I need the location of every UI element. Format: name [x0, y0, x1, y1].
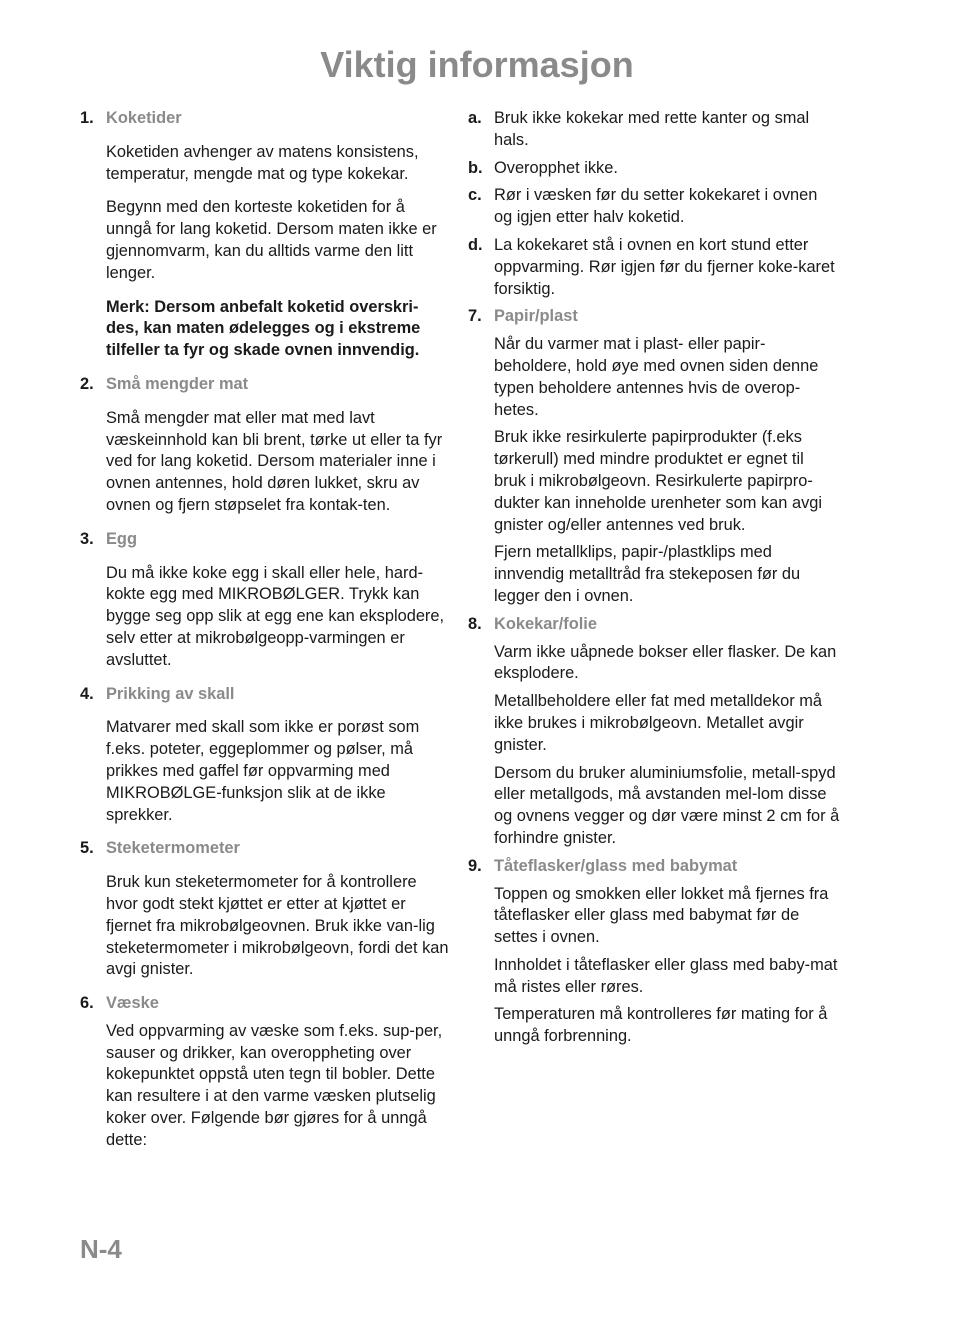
section-number: 1.	[80, 109, 94, 127]
section-number: 4.	[80, 684, 94, 703]
section-heading: Kokekar/folie	[494, 614, 597, 633]
item-text: La kokekaret stå i ovnen en kort stund etter oppvarming. Rør igjen før du fjerner koke-karet forsiktig.	[494, 235, 835, 298]
section-heading: Tåteflasker/glass med babymat	[494, 856, 738, 875]
section-egg	[80, 529, 450, 672]
section-number: 2.	[80, 374, 94, 393]
list-item	[468, 235, 840, 300]
paragraph: Bruk kun steketermometer for å kontrollere hvor godt stekt kjøttet er etter at kjøttet er fjernet fra mikrobølgeovnen. Bruk ikke van-lig steketermometer i mikrobølgeovn, fordi det kan avgi gnister.	[106, 873, 449, 979]
page-number: N-4	[80, 1234, 122, 1264]
section-heading: Væske	[106, 994, 159, 1013]
section-number: 8.	[468, 614, 482, 633]
section-number: 9.	[468, 856, 482, 875]
paragraph: Fjern metallklips, papir-/plastklips med innvendig metalltråd fra stekeposen før du legger den i ovnen.	[494, 543, 801, 605]
section-kokekar-folie	[468, 614, 840, 850]
paragraph: Koketiden avhenger av matens konsistens, temperatur, mengde mat og type kokekar.	[106, 142, 419, 183]
paragraph: Når du varmer mat i plast- eller papir-beholdere, hold øye med ovnen siden denne typen beholdere antennes hvis de overop-hetes.	[494, 335, 819, 419]
section-prikking-av-skall	[80, 684, 450, 827]
section-sma-mengder-mat	[80, 374, 450, 517]
item-text: Bruk ikke kokekar med rette kanter og smal hals.	[494, 109, 810, 149]
paragraph: Dersom du bruker aluminiumsfolie, metall-spyd eller metallgods, må avstanden mel-lom disse og ovnens vegger og dør være minst 2 cm for å forhindre gnister.	[494, 763, 840, 847]
section-number: 6.	[80, 994, 94, 1013]
section-heading: Koketider	[106, 109, 182, 127]
paragraph: Ved oppvarming av væske som f.eks. sup-per, sauser og drikker, kan overoppheting over kokepunktet oppstå uten tegn til bobler. Dette kan resultere i at den varme væsken plutselig koker over. Følgende bør gjøres for å unngå dette:	[106, 1021, 443, 1149]
item-text: Overopphet ikke.	[494, 158, 618, 177]
section-steketermometer	[80, 838, 450, 981]
section-heading: Steketermometer	[106, 839, 240, 858]
paragraph: Bruk ikke resirkulerte papirprodukter (f.eks tørkerull) med mindre produktet er egnet til bruk i mikrobølgeovn. Resirkulerte papirpro-dukter kan inneholde urenheter som kan avgi gnister og/eller antennes ved bruk.	[494, 428, 823, 534]
section-tateflasker	[468, 856, 840, 1048]
section-vaeske	[80, 993, 450, 1152]
paragraph: Innholdet i tåteflasker eller glass med baby-mat må ristes eller røres.	[494, 955, 838, 996]
warning-note: Merk: Dersom anbefalt koketid overskri-des, kan maten ødelegges og i ekstreme tilfeller ta fyr og skade ovnen innvendig.	[106, 297, 421, 360]
paragraph: Metallbeholdere eller fat med metalldekor må ikke brukes i mikrobølgeovn. Metallet avgir gnister.	[494, 692, 822, 754]
section-heading: Små mengder mat	[106, 374, 249, 393]
paragraph: Små mengder mat eller mat med lavt væskeinnhold kan bli brent, tørke ut eller ta fyr ved for lang koketid. Dersom materialer inne i ovnen antennes, hold døren lukket, skru av ovnen og fjern støpselet fra kontak-ten.	[106, 408, 443, 514]
item-letter: a.	[468, 109, 482, 127]
paragraph: Toppen og smokken eller lokket må fjernes fra tåteflasker eller glass med babymat før de settes i ovnen.	[494, 884, 829, 947]
left-column	[80, 108, 450, 1164]
list-item	[468, 108, 840, 152]
paragraph: Temperaturen må kontrolleres før mating for å unngå forbrenning.	[494, 1005, 828, 1046]
list-item	[468, 185, 840, 229]
section-number: 5.	[80, 839, 94, 858]
item-letter: c.	[468, 186, 482, 205]
right-column	[468, 108, 840, 1054]
paragraph: Begynn med den korteste koketiden for å unngå for lang koketid. Dersom maten ikke er gjennomvarm, kan du alltids varme den litt lenger.	[106, 198, 437, 282]
paragraph: Du må ikke koke egg i skall eller hele, hard-kokte egg med MIKROBØLGER. Trykk kan bygge seg opp slik at egg ene kan eksplodere, selv etter at mikrobølgeopp-varmingen er avsluttet.	[106, 563, 445, 669]
paragraph: Matvarer med skall som ikke er porøst som f.eks. poteter, eggeplommer og pølser, må prikkes med gaffel før oppvarming med MIKROBØLGE-funksjon slik at de ikke sprekker.	[106, 718, 420, 824]
item-letter: d.	[468, 235, 483, 254]
section-heading: Papir/plast	[494, 307, 578, 326]
section-number: 7.	[468, 307, 482, 326]
section-heading: Prikking av skall	[106, 684, 235, 703]
section-number: 3.	[80, 529, 94, 548]
section-papir-plast	[468, 306, 840, 607]
item-text: Rør i væsken før du setter kokekaret i ovnen og igjen etter halv koketid.	[494, 186, 818, 227]
page-title: Viktig informasjon	[320, 44, 634, 85]
list-item	[468, 158, 840, 180]
section-heading: Egg	[106, 529, 137, 548]
item-letter: b.	[468, 158, 483, 177]
paragraph: Varm ikke uåpnede bokser eller flasker. De kan eksplodere.	[494, 642, 837, 683]
section-koketider	[80, 108, 450, 362]
